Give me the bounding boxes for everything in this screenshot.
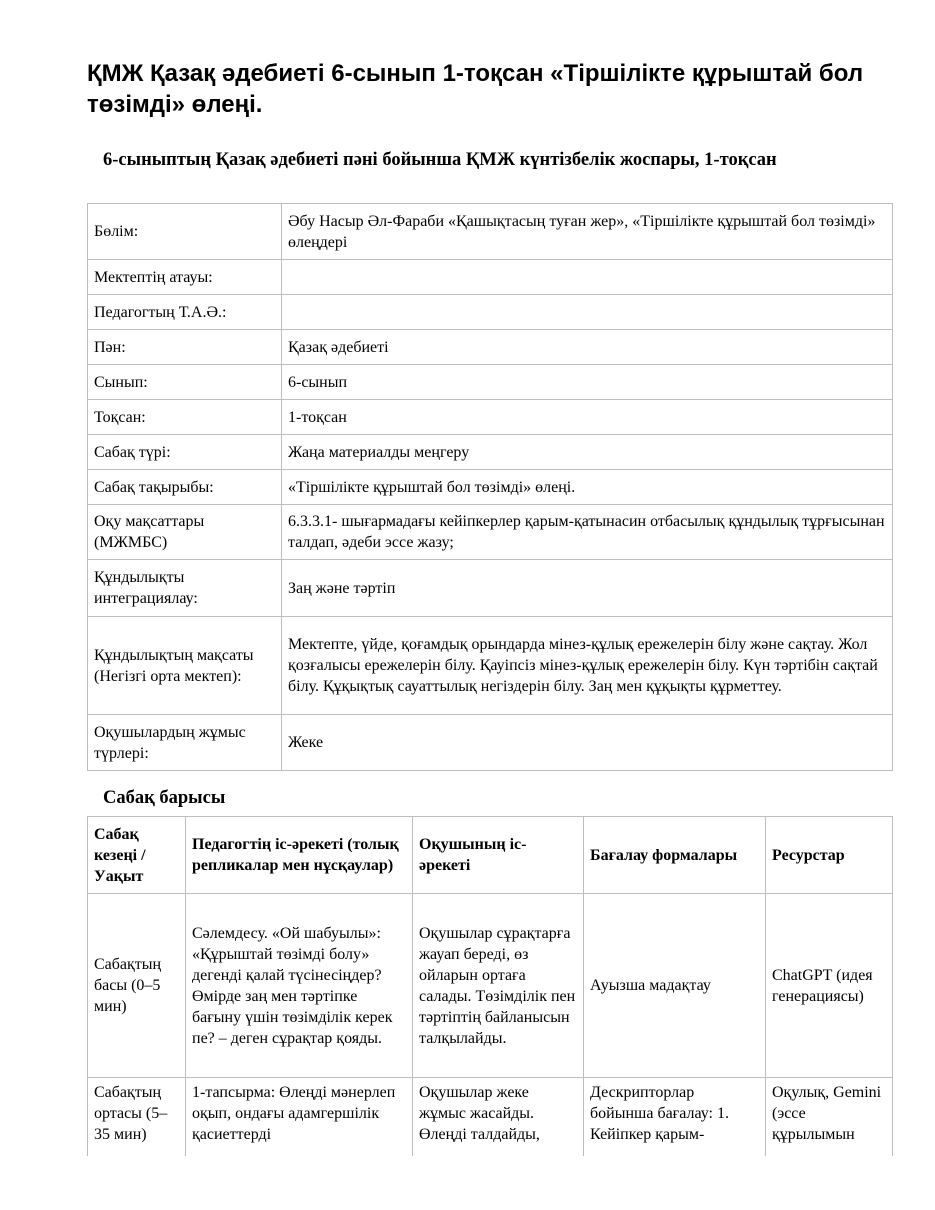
column-header-student: Оқушының іс-әрекеті: [413, 817, 584, 894]
info-label-quarter: Тоқсан:: [88, 400, 282, 435]
table-row: [88, 894, 893, 1078]
info-label-value-goal: Құндылықтың мақсаты (Негізгі орта мектеп):: [88, 617, 282, 715]
info-label-value-integration: Құндылықты интеграциялау:: [88, 560, 282, 617]
student-cell: Оқушылар сұрақтарға жауап береді, өз ойларын ортаға салады. Төзімділік пен тәртіптің байланысын талқылайды.: [413, 894, 584, 1078]
info-value-value-goal: Мектепте, үйде, қоғамдық орындарда мінез-құлық ережелерін білу және сақтау. Жол қозғалысы ережелерін білу. Қауіпсіз мінез-құлық ережелерін білу. Күн тәртібін сақтай білу. Құқықтық сауаттылық негіздерін білу. Заң мен құқықты құрметтеу.: [282, 617, 893, 715]
info-label-subject: Пән:: [88, 330, 282, 365]
page-title: ҚМЖ Қазақ әдебиеті 6-сынып 1-тоқсан «Тіршілікте құрыштай бол төзімді» өлеңі.: [87, 60, 864, 118]
info-value-lesson-type: Жаңа материалды меңгеру: [282, 435, 893, 470]
column-header-resources: Ресурстар: [766, 817, 893, 894]
info-label-section: Бөлім:: [88, 204, 282, 260]
info-value-lesson-topic: «Тіршілікте құрыштай бол төзімді» өлеңі.: [282, 470, 893, 505]
info-value-section: Әбу Насыр Әл-Фараби «Қашықтасың туған жер», «Тіршілікте құрыштай бол төзімді» өлеңдері: [282, 204, 893, 260]
teacher-cell: Сәлемдесу. «Ой шабуылы»: «Құрыштай төзімді болу» дегенді қалай түсінесіңдер? Өмірде заң мен тәртіпке бағыну үшін төзімділік керек пе? – деген сұрақтар қояды.: [186, 894, 413, 1078]
info-label-learning-objectives: Оқу мақсаттары (МЖМБС): [88, 505, 282, 560]
info-value-value-integration: Заң және тәртіп: [282, 560, 893, 617]
column-header-assessment: Бағалау формалары: [584, 817, 766, 894]
info-value-subject: Қазақ әдебиеті: [282, 330, 893, 365]
info-label-teacher: Педагогтың Т.А.Ә.:: [88, 295, 282, 330]
student-cell: Оқушылар жеке жұмыс жасайды. Өлеңді талдайды,: [413, 1078, 584, 1157]
info-label-lesson-topic: Сабақ тақырыбы:: [88, 470, 282, 505]
plan-heading: 6-сыныптың Қазақ әдебиеті пәні бойынша ҚМЖ күнтізбелік жоспары, 1-тоқсан: [103, 150, 777, 170]
stage-cell: Сабақтың басы (0–5 мин): [88, 894, 186, 1078]
info-value-grade: 6-сынып: [282, 365, 893, 400]
info-label-lesson-type: Сабақ түрі:: [88, 435, 282, 470]
column-header-teacher: Педагогтің іс-әрекеті (толық репликалар мен нұсқаулар): [186, 817, 413, 894]
column-header-stage: Сабақ кезеңі / Уақыт: [88, 817, 186, 894]
lesson-progress-table: [87, 816, 893, 1156]
info-label-school: Мектептің атауы:: [88, 260, 282, 295]
table-row: [88, 1078, 893, 1157]
info-label-work-types: Оқушылардың жұмыс түрлері:: [88, 715, 282, 771]
info-value-quarter: 1-тоқсан: [282, 400, 893, 435]
info-value-work-types: Жеке: [282, 715, 893, 771]
resources-cell: Оқулық, Gemini (эссе құрылымын: [766, 1078, 893, 1157]
table-header-row: [88, 817, 893, 894]
lesson-heading: Сабақ барысы: [103, 788, 226, 808]
assessment-cell: Ауызша мадақтау: [584, 894, 766, 1078]
assessment-cell: Дескрипторлар бойынша бағалау: 1. Кейіпкер қарым-: [584, 1078, 766, 1157]
info-value-learning-objectives: 6.3.3.1- шығармадағы кейіпкерлер қарым-қатынасин отбасылық құндылық тұрғысынан талдап, әдеби эссе жазу;: [282, 505, 893, 560]
teacher-cell: 1-тапсырма: Өлеңді мәнерлеп оқып, ондағы адамгершілік қасиеттерді: [186, 1078, 413, 1157]
resources-cell: ChatGPT (идея генерациясы): [766, 894, 893, 1078]
info-label-grade: Сынып:: [88, 365, 282, 400]
stage-cell: Сабақтың ортасы (5–35 мин): [88, 1078, 186, 1157]
